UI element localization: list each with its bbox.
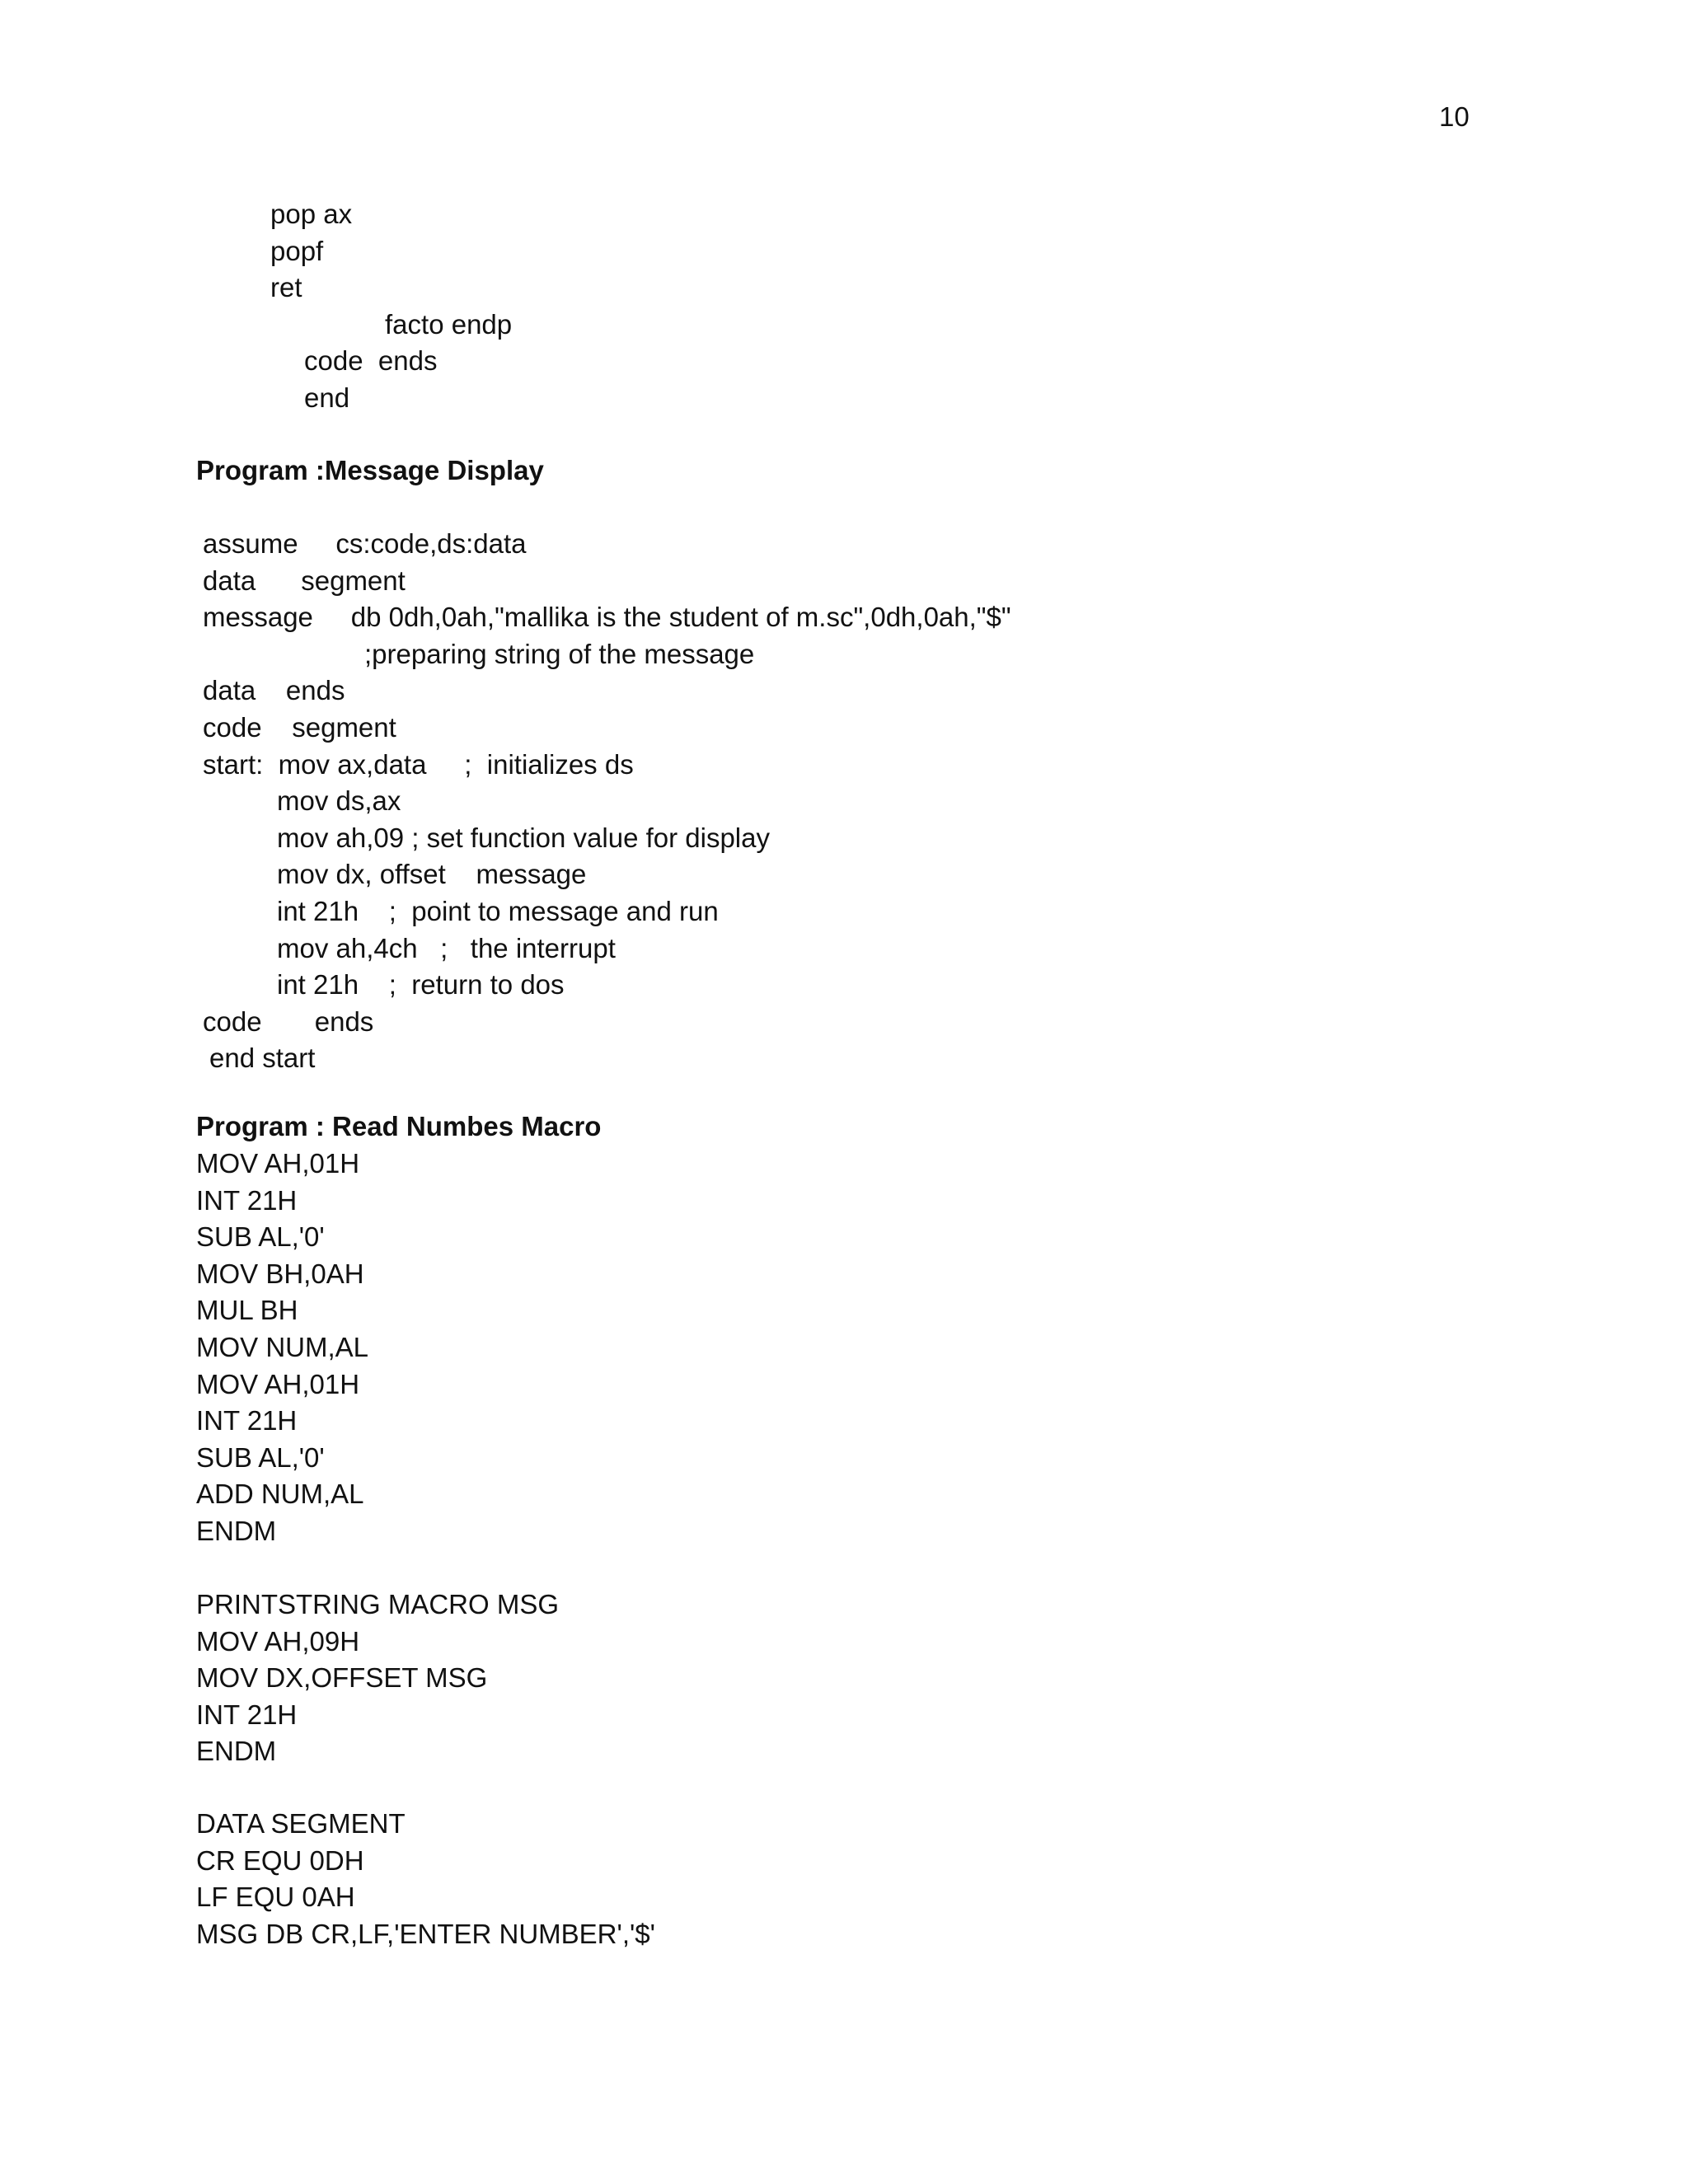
code-line: SUB AL,'0' [196, 1441, 325, 1473]
code-line: end start [209, 1043, 316, 1074]
code-line: start: mov ax,data ; initializes ds [203, 748, 634, 780]
code-line: LF EQU 0AH [196, 1882, 355, 1913]
code-line: PRINTSTRING MACRO MSG [196, 1589, 560, 1619]
code-line: data segment [203, 565, 406, 596]
code-line: pop ax [270, 199, 353, 229]
code-line: int 21h ; point to message and run [277, 895, 719, 926]
code-line: popf [270, 235, 324, 266]
code-line: ENDM [196, 1515, 277, 1546]
code-block-printstring-macro [196, 1586, 559, 1770]
code-line: ;preparing string of the message [364, 638, 755, 669]
code-line: SUB AL,'0' [196, 1221, 325, 1253]
code-line: MOV AH,01H [196, 1368, 360, 1399]
code-line: INT 21H [196, 1184, 298, 1216]
page-number: 10 [1439, 101, 1470, 132]
heading-read-numbers-macro: Program : Read Numbes Macro [196, 1111, 602, 1141]
code-line: mov ah,09 ; set function value for display [277, 822, 770, 853]
code-line: ENDM [196, 1736, 277, 1767]
code-line: code ends [203, 1005, 374, 1037]
code-line: mov ds,ax [277, 785, 401, 817]
code-line: mov ah,4ch ; the interrupt [277, 932, 616, 963]
code-line: MOV NUM,AL [196, 1331, 369, 1362]
code-line: mov dx, offset message [277, 859, 587, 890]
code-line: MUL BH [196, 1295, 298, 1326]
code-line: INT 21H [196, 1405, 298, 1436]
code-block-facto-tail [0, 196, 512, 417]
code-line: INT 21H [196, 1699, 298, 1730]
code-line: assume cs:code,ds:data [203, 528, 527, 559]
code-line: facto endp [385, 308, 513, 340]
code-block-message-display [0, 526, 1011, 1077]
code-line: DATA SEGMENT [196, 1808, 406, 1839]
code-line: MOV DX,OFFSET MSG [196, 1662, 488, 1694]
code-line: int 21h ; return to dos [277, 969, 565, 1001]
code-line: ADD NUM,AL [196, 1479, 364, 1510]
code-line: MOV AH,09H [196, 1625, 360, 1657]
code-line: MSG DB CR,LF,'ENTER NUMBER','$' [196, 1918, 655, 1949]
code-line: code segment [203, 711, 396, 743]
code-line: CR EQU 0DH [196, 1844, 364, 1876]
code-line: data ends [203, 675, 345, 706]
code-block-data-segment [196, 1806, 655, 1952]
code-line: MOV AH,01H [196, 1148, 360, 1179]
code-line: end [304, 382, 350, 413]
heading-message-display: Program :Message Display [196, 455, 544, 485]
code-block-read-macro [196, 1146, 368, 1550]
code-line: message db 0dh,0ah,"mallika is the student of m.sc",0dh,0ah,"$" [203, 602, 1011, 633]
code-line: code ends [304, 345, 438, 377]
code-line: ret [270, 272, 302, 303]
code-line: MOV BH,0AH [196, 1258, 364, 1289]
